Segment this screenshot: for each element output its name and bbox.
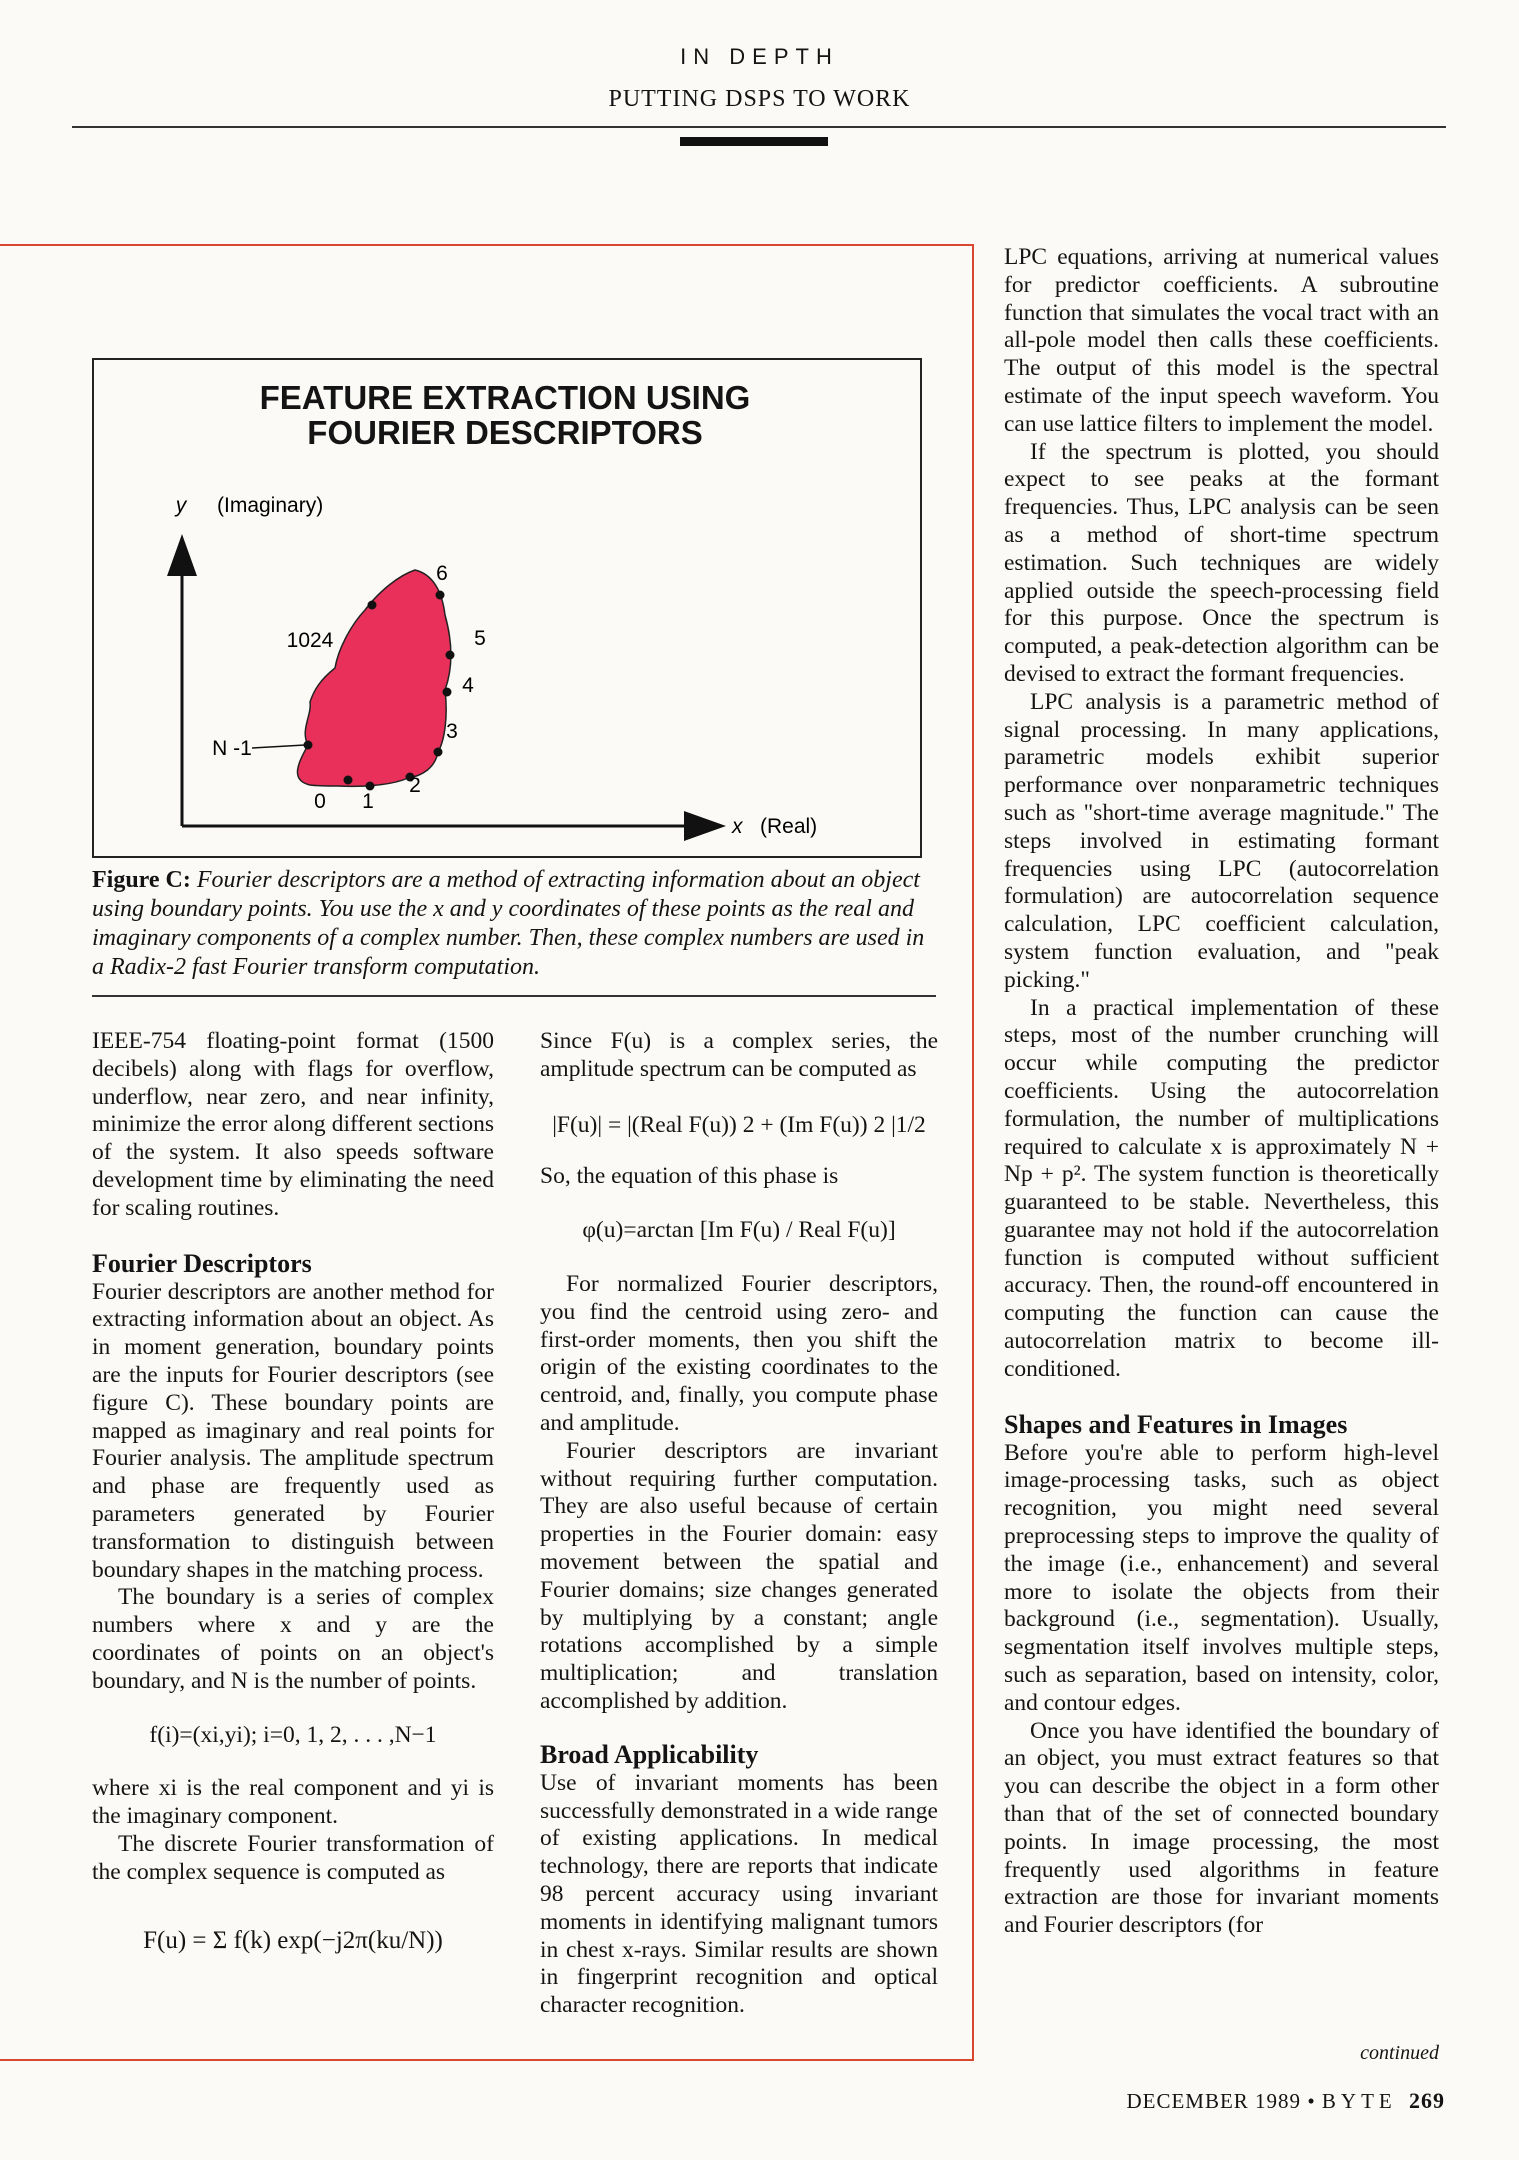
figure-title-line1: FEATURE EXTRACTION USING [259,379,751,416]
section-header: IN DEPTH [680,44,839,69]
fourier-descriptors-heading: Fourier Descriptors [92,1248,312,1278]
caption-text: Fourier descriptors are a method of extracting information about an object using boundary points. You use the x and y coordinates of these points as the real and imaginary components of a complex number. Then, these complex numbers are used in a Radix-2 fast Fourier transform computation. [92,867,925,980]
header-accent-bar [680,137,828,146]
label-3: 3 [446,720,458,743]
shapes-features-heading: Shapes and Features in Images [1004,1409,1348,1439]
caption-divider [92,995,936,997]
col3-paragraph-3: LPC analysis is a parametric method of signal processing. In many applications, parametric models exhibit superior performance over nonparametric techniques such as "short-time average magnitude." The steps involved in estimating formant frequencies using LPC (autocorrelation formulation) are autocorrelation sequence calculation, LPC coefficient calculation, system function evaluation, and "peak picking." [1004,688,1439,993]
footer-page-number: 269 [1409,2088,1445,2113]
label-6: 6 [436,562,448,585]
continued-label: continued [1360,2042,1439,2064]
col2-paragraph-2: So, the equation of this phase is [540,1163,839,1190]
point-0 [344,776,353,785]
column-1 [92,1028,494,1954]
col1-paragraph-5: The discrete Fourier transformation of the complex sequence is computed as [92,1830,494,1885]
col1-paragraph-2: Fourier descriptors are another method for extracting information about an object. As in moment generation, boundary points are the inputs for Fourier descriptors (see figure C). These boundary points are mapped as imaginary and real points for Fourier analysis. The amplitude spectrum and phase are frequently used as parameters generated by Fourier transformation to distinguish between boundary shapes in the matching process. [92,1278,494,1583]
label-2: 2 [409,774,421,797]
col1-paragraph-3: The boundary is a series of complex numbers where x and y are the coordinates of points on an object's boundary, and N is the number of points. [92,1584,494,1694]
label-4: 4 [462,674,474,697]
col3-paragraph-1: LPC equations, arriving at numerical values for predictor coefficients. A subroutine function that simulates the vocal tract with an all-pole model then calls these coefficients. The output of this model is the spectral estimate of the input speech waveform. You can use lattice filters to implement the model. [1004,244,1439,437]
amplitude-equation: |F(u)| = |(Real F(u)) 2 + (Im F(u)) 2 |1/2 [552,1111,926,1138]
label-0: 0 [314,790,326,813]
point-1024 [368,601,377,610]
n-minus-1-leader [252,745,305,748]
col3-paragraph-5: Before you're able to perform high-level image-processing tasks, such as object recognition, you might need several preprocessing steps to improve the quality of the image (i.e., enhancement) and several more to isolate the objects from their background (i.e., segmentation). Usually, segmentation itself involves multiple steps, such as separation, based on intensity, color, and contour edges. [1004,1439,1439,1716]
phase-equation: φ(u)=arctan [Im F(u) / Real F(u)] [582,1217,896,1244]
label-1024: 1024 [286,629,334,652]
x-axis-symbol: x [732,815,743,838]
figure-caption [92,866,928,982]
y-axis-symbol: y [175,494,187,517]
column-3 [1004,244,1439,1940]
footer-magazine: BYTE [1321,2089,1397,2113]
col2-paragraph-1: Since F(u) is a complex series, the amplitude spectrum can be computed as [540,1028,938,1082]
caption-label: Figure C: [92,867,191,893]
dft-equation: F(u) = Σ f(k) exp(−j2π(ku/N)) [143,1926,443,1954]
col1-paragraph-4: where xi is the real component and yi is the imaginary component. [92,1775,494,1830]
col1-paragraph-1: IEEE-754 floating-point format (1500 decibels) along with flags for overflow, underflow, near zero, and near infinity, minimize the error along different sections of the system. It also speeds software development time by eliminating the need for scaling routines. [92,1028,494,1221]
col2-paragraph-3: For normalized Fourier descriptors, you find the centroid using zero- and first-order moments, then you shift the origin of the existing coordinates to the centroid, and, finally, you compute phase and amplitude. [540,1270,938,1436]
point-3 [434,748,443,757]
footer-separator: • [1307,2089,1316,2113]
point-4 [443,688,452,697]
label-5: 5 [474,627,486,650]
fourier-diagram [160,490,840,850]
broad-applicability-heading: Broad Applicability [540,1739,759,1769]
page-footer [1060,2088,1445,2114]
label-1: 1 [362,790,374,813]
label-n-minus-1: N -1 [212,737,252,760]
col3-paragraph-6: Once you have identified the boundary of an object, you must extract features so that you can describe the object in a form other than that of the set of connected boundary points. In image processing, the most frequently used algorithms in feature extraction are those for invariant moments and Fourier descriptors (for [1004,1717,1439,1939]
boundary-equation: f(i)=(xi,yi); i=0, 1, 2, . . . ,N−1 [149,1721,437,1748]
x-axis-label: (Real) [760,815,818,838]
col2-paragraph-5: Use of invariant moments has been successfully demonstrated in a wide range of existing applications. In medical technology, there are reports that indicate 98 percent accuracy using invariant moments in identifying malignant tumors in chest x-rays. Similar results are shown in fingerprint recognition and optical character recognition. [540,1769,938,2019]
figure-title [92,380,918,450]
column-2 [540,1028,938,2020]
col3-paragraph-4: In a practical implementation of these steps, most of the number crunching will occur while computing the predictor coefficients. Using the autocorrelation formulation, the number of multiplications required to calculate x is approximately N + Np + p². The system function is theoretically guaranteed to be stable. Nevertheless, this guarantee may not hold if the autocorrelation function is computed without sufficient accuracy. Then, the round-off encountered in computing the function can cause the autocorrelation matrix to become ill-conditioned. [1004,994,1439,1382]
article-title: PUTTING DSPS TO WORK [608,86,911,112]
point-6 [436,591,445,600]
col3-paragraph-2: If the spectrum is plotted, you should expect to see peaks at the formant frequencies. Thus, LPC analysis can be seen as a method of short-time spectrum estimation. Such techniques are widely applied outside the speech-processing field for this purpose. Once the spectrum is computed, a peak-detection algorithm can be devised to extract the formant frequencies. [1004,438,1439,687]
point-5 [446,651,455,660]
col2-paragraph-4: Fourier descriptors are invariant without requiring further computation. They are also useful because of certain properties in the Fourier domain: easy movement between the spatial and Fourier domains; size changes generated by multiplying by a constant; angle rotations accomplished by a simple multiplication; and translation accomplished by addition. [540,1437,938,1714]
figure-title-line2: FOURIER DESCRIPTORS [307,414,703,451]
header-divider [72,126,1446,128]
footer-date: DECEMBER 1989 [1126,2089,1302,2113]
y-axis-label: (Imaginary) [217,494,324,517]
